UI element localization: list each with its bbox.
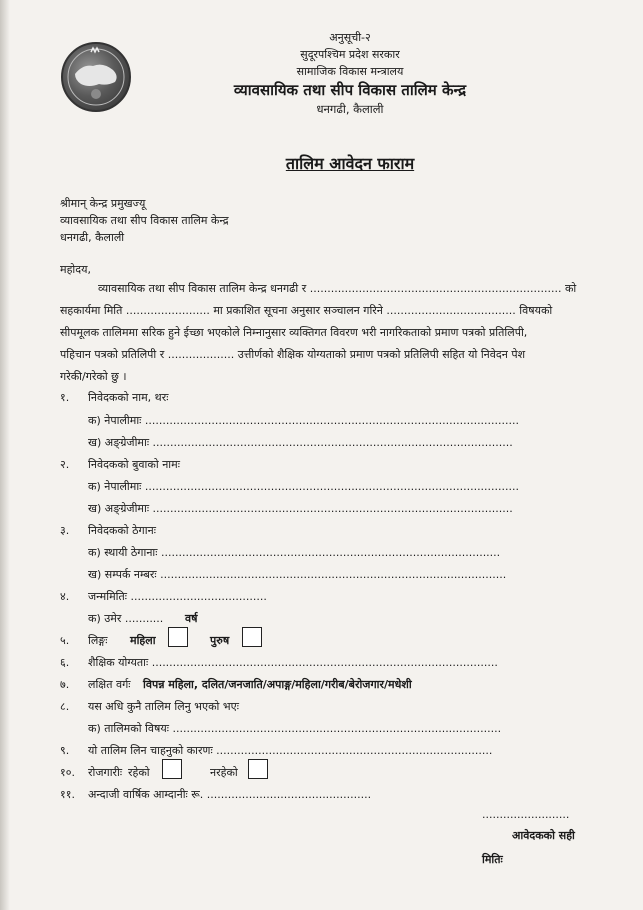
target-group-label: लक्षित वर्गः [88,678,131,691]
age-field[interactable]: क) उमेर ........... [88,612,164,625]
field-number: ६. [60,656,70,669]
body-paragraph-line-2: सहकार्यमा मिति ........................ मा प्रकाशित सूचना अनुसार सञ्चालन गरिने ..................................... विषयको [60,304,553,317]
date-of-birth-field[interactable]: जन्ममितिः ....................................... [88,590,267,603]
gender-female-label: महिला [130,634,156,647]
father-name-label: निवेदकको बुवाको नामः [88,458,180,471]
field-number: २. [60,458,70,471]
gender-male-label: पुरुष [210,634,230,647]
ministry-name: सामाजिक विकास मन्त्रालय [296,65,404,78]
gender-female-checkbox[interactable] [168,627,188,647]
body-paragraph-line-4: पहिचान पत्रको प्रतिलिपी र ................... उत्तीर्णको शैक्षिक योग्यताको प्रमाण पत्रको प्रतिलिपी सहित यो निवेदन पेश [60,348,526,361]
signature-line[interactable]: ......................... [482,808,570,821]
contact-number-field[interactable]: ख) सम्पर्क नम्बरः ................................................................................................... [88,568,507,581]
previous-training-label: यस अधि कुनै तालिम लिनु भएको भएः [88,700,239,713]
addressee-line-1: श्रीमान् केन्द्र प्रमुखज्यू [60,197,146,210]
applicant-name-english-field[interactable]: ख) अङ्ग्रेजीमाः ....................................................................................................... [88,436,513,449]
address-label: निवेदकको ठेगानः [88,524,156,537]
government-emblem-logo [61,42,131,112]
target-group-options[interactable]: विपन्न महिला, दलित/जनजाति/अपाङ्ग/महिला/गरीब/बेरोजगार/मधेशी [143,678,412,691]
field-number: १. [60,391,70,404]
addressee-line-2: व्यावसायिक तथा सीप विकास तालिम केन्द्र [60,214,229,227]
body-paragraph-line-1: व्यावसायिक तथा सीप विकास तालिम केन्द्र धनगढी र ........................................................................ को [98,282,577,295]
center-location: धनगढी, कैलाली [316,102,384,116]
education-field[interactable]: शैक्षिक योग्यताः ................................................................................................... [88,656,498,669]
father-name-nepali-field[interactable]: क) नेपालीमाः ........................................................................................................... [88,480,520,493]
field-number: ५. [60,634,70,647]
date-label: मितिः [482,853,503,866]
signature-label: आवेदकको सही [512,829,575,842]
provincial-government: सुदूरपश्चिम प्रदेश सरकार [300,48,400,61]
age-unit: वर्ष [185,612,198,625]
scan-edge [0,0,10,910]
form-title: तालिम आवेदन फाराम [285,154,415,173]
addressee-line-3: धनगढी, कैलाली [60,231,125,244]
training-reason-field[interactable]: यो तालिम लिन चाहनुको कारणः ............................................................................... [88,744,493,757]
employed-label: रहेको [128,766,150,779]
center-name: व्यावसायिक तथा सीप विकास तालिम केन्द्र [233,81,467,99]
field-number: ४. [60,590,70,603]
field-number: ८. [60,700,70,713]
unemployed-label: नरहेको [210,766,238,779]
father-name-english-field[interactable]: ख) अङ्ग्रेजीमाः ....................................................................................................... [88,502,513,515]
unemployed-checkbox[interactable] [248,759,268,779]
field-number: १०. [60,766,75,779]
field-number: ११. [60,788,75,801]
gender-label: लिङ्गः [88,634,108,647]
training-subject-field[interactable]: क) तालिमको विषयः .............................................................................................. [88,722,502,735]
employed-checkbox[interactable] [162,759,182,779]
body-paragraph-line-5: गरेकी/गरेको छु । [60,370,127,383]
body-paragraph-line-3: सीपमूलक तालिममा सरिक हुने ईच्छा भएकोले निम्नानुसार व्यक्तिगत विवरण भरी नागरिकताको प्रमाण पत्रको प्रतिलिपी, [60,326,528,339]
applicant-name-label: निवेदकको नाम, थरः [88,391,169,404]
field-number: ७. [60,678,70,691]
annual-income-field[interactable]: अन्दाजी वार्षिक आम्दानीः रू. ............................................... [88,788,372,801]
field-number: ९. [60,744,70,757]
employment-label: रोजगारीः [88,766,123,779]
gender-male-checkbox[interactable] [242,627,262,647]
salutation: महोदय, [60,263,91,276]
annex-label: अनुसूची-२ [329,31,371,44]
applicant-name-nepali-field[interactable]: क) नेपालीमाः ........................................................................................................... [88,414,520,427]
permanent-address-field[interactable]: क) स्थायी ठेगानाः ................................................................................................. [88,546,501,559]
field-number: ३. [60,524,70,537]
